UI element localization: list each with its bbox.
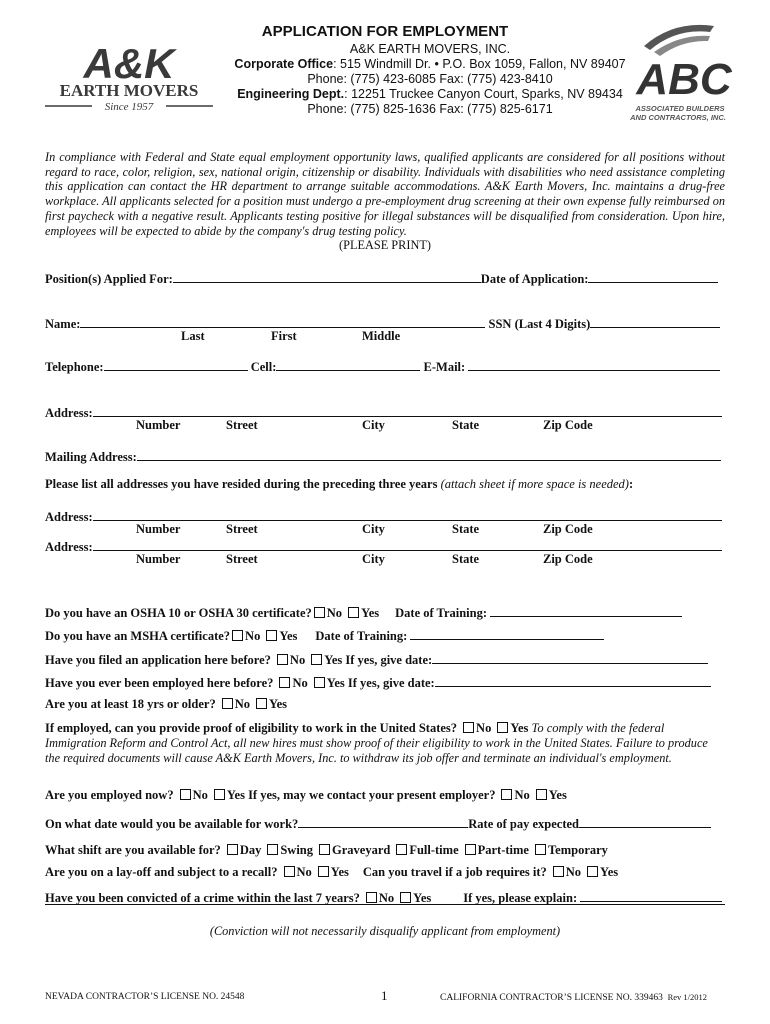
corporate-address: Corporate Office: 515 Windmill Dr. • P.O. Box 1059, Fallon, NV 89407 [234,57,626,71]
eligibility-yes-checkbox[interactable] [497,722,508,733]
form-title: APPLICATION FOR EMPLOYMENT [261,23,509,40]
employed-now-row: Are you employed now? No Yes If yes, may we contact your present employer? No Yes [45,788,567,802]
explain-line[interactable] [45,904,725,905]
rate-field[interactable] [579,815,711,828]
city-label: City [362,522,385,536]
mailing-label: Mailing Address: [45,450,137,464]
shift-swing-checkbox[interactable] [267,844,278,855]
position-row [45,270,718,287]
telephone-label: Telephone: [45,360,104,374]
msha-training-date-field[interactable] [410,627,604,640]
layoff-no-checkbox[interactable] [284,866,295,877]
address-field[interactable] [93,404,722,417]
city-label: City [362,552,385,566]
cell-field[interactable] [276,358,420,371]
zip-label: Zip Code [543,522,593,536]
please-print: (PLEASE PRINT) [339,238,431,252]
employed-before-yes-checkbox[interactable] [314,677,325,688]
address-label: Address: [45,540,93,554]
eligibility-no-checkbox[interactable] [463,722,474,733]
contact-yes-checkbox[interactable] [536,789,547,800]
employed-before-date-field[interactable] [435,674,711,687]
shift-parttime-checkbox[interactable] [465,844,476,855]
age-no-checkbox[interactable] [222,698,233,709]
middle-label: Middle [362,329,401,343]
osha-no-checkbox[interactable] [314,607,325,618]
abc-logo-letters: ABC [636,55,732,104]
layoff-yes-checkbox[interactable] [318,866,329,877]
mailing-row [45,448,721,465]
street-label: Street [226,522,258,536]
street-label: Street [226,552,258,566]
street-label: Street [226,418,258,432]
filed-before-row: Have you filed an application here before? No Yes If yes, give date: [45,651,708,668]
page-number: 1 [381,988,388,1003]
employed-now-no-checkbox[interactable] [180,789,191,800]
filed-date-field[interactable] [432,651,708,664]
email-label: E-Mail: [420,360,469,374]
company-name: A&K EARTH MOVERS, INC. [349,42,511,56]
eligibility-row: If employed, can you provide proof of eligibility to work in the United States? No Yes To comply with the federal [45,721,665,735]
name-label: Name: [45,317,81,331]
travel-no-checkbox[interactable] [553,866,564,877]
employed-before-no-checkbox[interactable] [279,677,290,688]
address-field-2[interactable] [93,508,722,521]
zip-label: Zip Code [543,552,593,566]
mailing-field[interactable] [137,448,721,461]
telephone-field[interactable] [104,358,248,371]
layoff-row: Are you on a lay-off and subject to a recall? No Yes Can you travel if a job requires it? No Yes [45,865,619,879]
shift-graveyard-checkbox[interactable] [319,844,330,855]
shift-row: What shift are you available for? Day Swing Graveyard Full-time Part-time Temporary [45,843,608,857]
ssn-field[interactable] [590,315,720,328]
city-label: City [362,418,385,432]
corporate-phone: Phone: (775) 423-6085 Fax: (775) 423-8410 [307,72,553,86]
employed-now-yes-checkbox[interactable] [214,789,225,800]
travel-yes-checkbox[interactable] [587,866,598,877]
abc-logo-line2: AND CONTRACTORS, INC. [630,113,726,122]
msha-row: Do you have an MSHA certificate? No Yes Date of Training: [45,627,604,644]
shift-temporary-checkbox[interactable] [535,844,546,855]
intro-paragraph: In compliance with Federal and State equal employment opportunity laws, qualified applicants are considered for all positions without regard to race, color, religion, sex, national origin, citizenship or disability. Individuals with disabilities who need assistance completing this application can contact the HR department to arrange suitable accommodations. A&K Earth Movers, Inc. maintains a drug-free workplace. All applicants selected for a position must undergo a pre-employment drug screening at their own expense fully reimbursed on first paycheck with a negative result. Applicants testing positive for illegal substances will be disqualified from consideration. Upon hire, employees will be expected to abide by the company's drug testing policy. [45,150,725,238]
address-field-3[interactable] [93,538,722,551]
state-label: State [452,522,480,536]
shift-day-checkbox[interactable] [227,844,238,855]
number-label: Number [136,522,181,536]
cell-label: Cell: [247,360,277,374]
availability-row: On what date would you be available for work? Rate of pay expected [45,815,711,832]
state-label: State [452,552,480,566]
abc-logo-line1: ASSOCIATED BUILDERS [635,104,725,113]
previous-addresses-heading: Please list all addresses you have resided during the preceding three years (attach sheet if more space is needed): [45,477,634,491]
date-application-label: Date of Application: [480,272,589,286]
engineering-phone: Phone: (775) 825-1636 Fax: (775) 825-6171 [307,102,553,116]
california-license: CALIFORNIA CONTRACTOR’S LICENSE NO. 339463 Rev 1/2012 [440,992,708,1003]
ak-logo-name: EARTH MOVERS [59,81,199,100]
convicted-row: Have you been convicted of a crime within the last 7 years? No Yes If yes, please explain: [45,889,722,906]
age-row: Are you at least 18 yrs or older? No Yes [45,697,288,711]
number-label: Number [136,418,181,432]
filed-yes-checkbox[interactable] [311,654,322,665]
available-date-field[interactable] [298,815,468,828]
osha-row: Do you have an OSHA 10 or OSHA 30 certificate? No Yes Date of Training: [45,604,682,621]
nevada-license: NEVADA CONTRACTOR’S LICENSE NO. 24548 [45,992,245,1002]
telephone-row [45,358,720,375]
date-application-field[interactable] [588,270,718,283]
last-label: Last [181,329,205,343]
ak-logo [40,40,218,112]
explain-field[interactable] [580,889,722,902]
shift-fulltime-checkbox[interactable] [396,844,407,855]
convicted-no-checkbox[interactable] [366,892,377,903]
first-label: First [271,329,297,343]
number-label: Number [136,552,181,566]
engineering-address: Engineering Dept.: 12251 Truckee Canyon Court, Sparks, NV 89434 [237,87,623,101]
employed-before-row: Have you ever been employed here before? No Yes If yes, give date: [45,674,711,691]
age-yes-checkbox[interactable] [256,698,267,709]
zip-label: Zip Code [543,418,593,432]
conviction-note: (Conviction will not necessarily disqualify applicant from employment) [209,924,561,938]
position-field[interactable] [173,270,481,283]
address-label: Address: [45,510,93,524]
name-field[interactable] [80,315,485,328]
osha-training-date-field[interactable] [490,604,682,617]
ak-logo-since: Since 1957 [104,101,154,112]
email-field[interactable] [468,358,720,371]
osha-yes-checkbox[interactable] [348,607,359,618]
ssn-label: SSN (Last 4 Digits) [485,317,591,331]
abc-logo [614,18,736,126]
filed-no-checkbox[interactable] [277,654,288,665]
msha-yes-checkbox[interactable] [266,630,277,641]
eligibility-note: Immigration Reform and Control Act, all new hires must show proof of their eligibility to work in the United States. Failure to produce the required documents will cause A&K Earth Movers, Inc. to withdraw its job offer and terminate an individual's employment. [45,736,708,765]
state-label: State [452,418,480,432]
position-label: Position(s) Applied For: [45,272,173,286]
convicted-yes-checkbox[interactable] [400,892,411,903]
contact-no-checkbox[interactable] [501,789,512,800]
msha-no-checkbox[interactable] [232,630,243,641]
address-label: Address: [45,406,93,420]
ak-logo-letters: A&K [83,40,175,87]
